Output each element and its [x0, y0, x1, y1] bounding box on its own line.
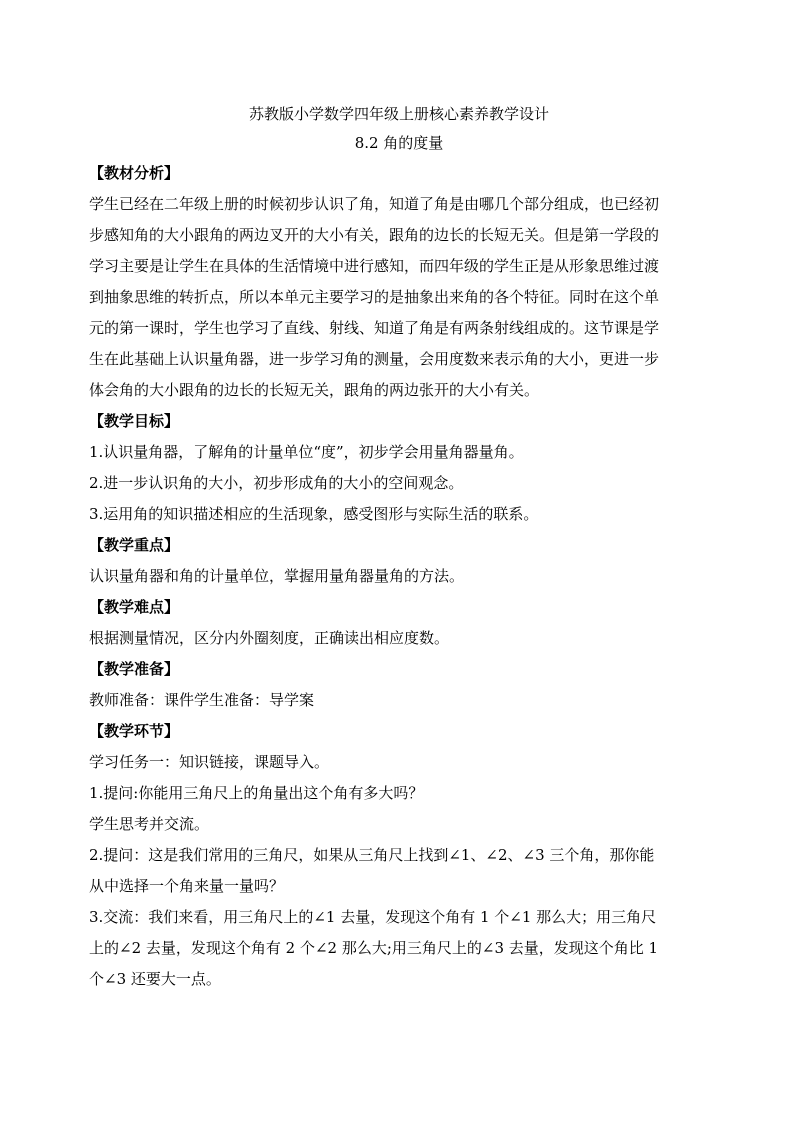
- analysis-line: 到抽象思维的转折点，所以本单元主要学习的是抽象出来角的各个特征。同时在这个单: [89, 288, 660, 306]
- process-line: 2.提问：这是我们常用的三角尺，如果从三角尺上找到∠1、∠2、∠3 三个角，那你能: [89, 846, 655, 864]
- difficulty-line: 根据测量情况，区分内外圈刻度，正确读出相应度数。: [89, 629, 450, 647]
- section-difficulties: [89, 592, 709, 654]
- document-title: 苏教版小学数学四年级上册核心素养教学设计: [248, 105, 549, 123]
- process-line: 从中选择一个角来量一量吗？: [89, 877, 285, 895]
- section-preparation: [89, 654, 709, 716]
- section-analysis: [89, 158, 709, 406]
- analysis-line: 体会角的大小跟角的边长的长短无关，跟角的两边张开的大小有关。: [89, 381, 540, 399]
- section-key-points: [89, 530, 709, 592]
- process-line: 学习任务一：知识链接，课题导入。: [89, 753, 330, 771]
- goal-item: 1.认识量角器，了解角的计量单位“度”，初步学会用量角器量角。: [89, 443, 524, 461]
- section-process: [89, 716, 709, 995]
- lesson-title: 8.2 角的度量: [354, 134, 444, 152]
- process-line: 个∠3 还要大一点。: [89, 970, 221, 988]
- section-heading-key-points: 【教学重点】: [89, 536, 180, 554]
- analysis-line: 学习主要是让学生在具体的生活情境中进行感知，而四年级的学生正是从形象思维过渡: [89, 257, 660, 275]
- section-heading-difficulties: 【教学难点】: [89, 598, 180, 616]
- analysis-line: 步感知角的大小跟角的两边叉开的大小有关，跟角的边长的长短无关。但是第一学段的: [89, 226, 660, 244]
- process-line: 3.交流：我们来看，用三角尺上的∠1 去量，发现这个角有 1 个∠1 那么大；用三角尺: [89, 908, 657, 926]
- process-line: 学生思考并交流。: [89, 815, 210, 833]
- process-line: 1.提问:你能用三角尺上的角量出这个角有多大吗？: [89, 784, 424, 802]
- section-heading-preparation: 【教学准备】: [89, 660, 180, 678]
- section-heading-analysis: 【教材分析】: [89, 164, 180, 182]
- document-content: [89, 100, 709, 995]
- preparation-line: 教师准备：课件学生准备：导学案: [89, 691, 315, 709]
- section-goals: [89, 406, 709, 530]
- key-point-line: 认识量角器和角的计量单位，掌握用量角器量角的方法。: [89, 567, 465, 585]
- analysis-line: 生在此基础上认识量角器，进一步学习角的测量，会用度数来表示角的大小，更进一步: [89, 350, 660, 368]
- section-heading-process: 【教学环节】: [89, 722, 180, 740]
- analysis-line: 学生已经在二年级上册的时候初步认识了角，知道了角是由哪几个部分组成，也已经初: [89, 195, 660, 213]
- section-heading-goals: 【教学目标】: [89, 412, 180, 430]
- goal-item: 2.进一步认识角的大小，初步形成角的大小的空间观念。: [89, 474, 464, 492]
- analysis-line: 元的第一课时，学生也学习了直线、射线、知道了角是有两条射线组成的。这节课是学: [89, 319, 660, 337]
- process-line: 上的∠2 去量，发现这个角有 2 个∠2 那么大;用三角尺上的∠3 去量，发现这个角比 1: [89, 939, 659, 957]
- goal-item: 3.运用角的知识描述相应的生活现象，感受图形与实际生活的联系。: [89, 505, 539, 523]
